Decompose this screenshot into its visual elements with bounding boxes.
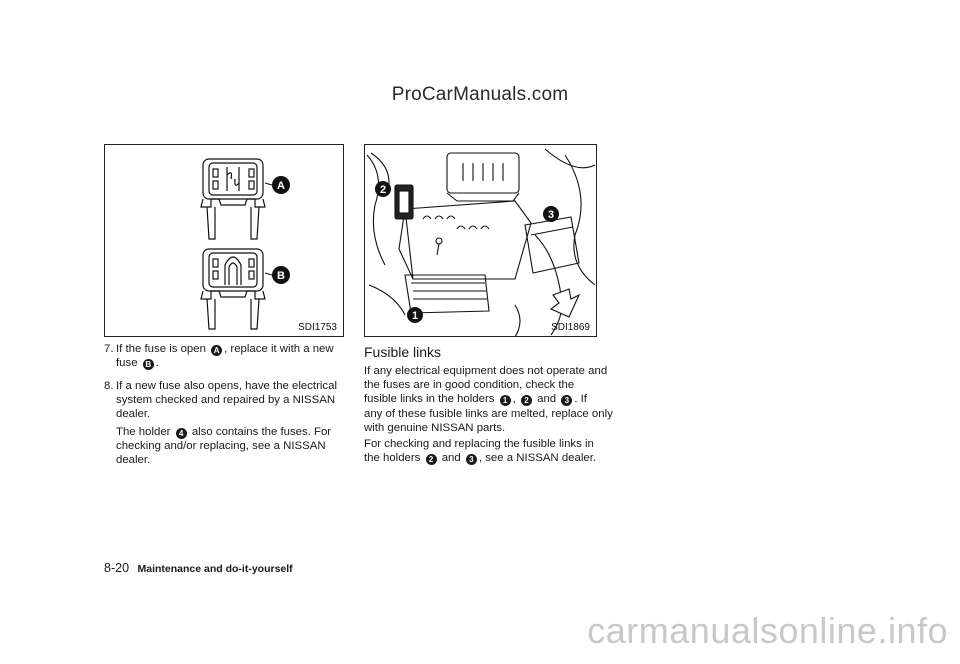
fusible-p1-line3-pre: fusible links in the holders	[364, 393, 495, 406]
page-footer	[104, 559, 293, 577]
step-7-text-d: .	[155, 357, 159, 370]
watermark-carmanualsonline: carmanualsonline.info	[587, 610, 948, 651]
figure-code-sdi1869: SDI1869	[551, 322, 590, 333]
step-7-text-b: , replace it with a new	[224, 343, 334, 355]
fusible-p1-line4: any of these fusible links are melted, replace only	[364, 407, 613, 420]
fusible-p2-line1: For checking and replacing the fusible links in	[364, 438, 594, 450]
step-8	[104, 379, 349, 423]
callout-a-ref-icon: A	[211, 345, 222, 356]
figure-code-sdi1753: SDI1753	[298, 322, 337, 333]
fusible-p1-line3-post: . If	[574, 393, 587, 406]
step-number: 8.	[104, 380, 114, 392]
fusible-link-figure	[364, 144, 597, 337]
holder-note-post: also contains the fuses. For	[191, 426, 332, 438]
fusible-p1-line2: the fuses are in good condition, check the	[364, 379, 575, 392]
holder-2-ref-icon: 2	[426, 454, 437, 465]
callout-a-text: A	[277, 180, 285, 192]
fusible-p1-line5: with genuine NISSAN parts.	[364, 421, 506, 434]
section-title-fusible-links: Fusible links	[364, 344, 442, 360]
engine-bay-illustration	[365, 145, 598, 338]
callout-1-text: 1	[411, 310, 419, 322]
holder-note-line2: checking and/or replacing, see a NISSAN	[116, 440, 326, 453]
fusible-p1-line1: If any electrical equipment does not operate and	[364, 365, 608, 377]
fusible-p2-line2-pre: the holders	[364, 452, 421, 465]
step-8-line1: If a new fuse also opens, have the electrical	[116, 380, 337, 392]
step-7-text-a: If the fuse is open	[116, 343, 206, 355]
step-7-text-c: fuse	[116, 357, 138, 370]
page-number: 8-20	[104, 561, 130, 575]
holder-note	[116, 425, 351, 468]
fuse-illustration	[105, 145, 345, 338]
step-8-line3: dealer.	[116, 408, 151, 421]
fusible-paragraph-1	[364, 364, 613, 435]
callout-b-text: B	[277, 270, 285, 282]
holder-note-line3: dealer.	[116, 454, 151, 467]
holder-4-ref-icon: 4	[176, 428, 187, 439]
callout-2-text: 2	[379, 184, 387, 196]
step-7	[104, 342, 349, 372]
fusible-p2-line2-post: , see a NISSAN dealer.	[478, 452, 597, 465]
fusible-paragraph-2	[364, 437, 600, 465]
holder-3-ref-icon: 3	[561, 395, 572, 406]
holder-3-ref-icon: 3	[466, 454, 477, 465]
fusible-and: and	[441, 452, 461, 465]
callout-b-ref-icon: B	[143, 359, 154, 370]
fuse-open-drawing	[201, 159, 265, 239]
callout-3-text: 3	[547, 209, 555, 221]
step-number: 7.	[104, 343, 114, 355]
fusible-and: and	[537, 393, 557, 406]
chapter-title: Maintenance and do-it-yourself	[137, 563, 293, 575]
holder-1-ref-icon: 1	[500, 395, 511, 406]
step-8-line2: system checked and repaired by a NISSAN	[116, 394, 336, 407]
fuse-good-drawing	[201, 249, 265, 329]
fusible-sep: ,	[512, 393, 516, 406]
watermark-procarmanuals: ProCarManuals.com	[391, 84, 569, 105]
holder-note-pre: The holder	[116, 426, 171, 438]
holder-2-ref-icon: 2	[521, 395, 532, 406]
fuse-figure	[104, 144, 344, 337]
